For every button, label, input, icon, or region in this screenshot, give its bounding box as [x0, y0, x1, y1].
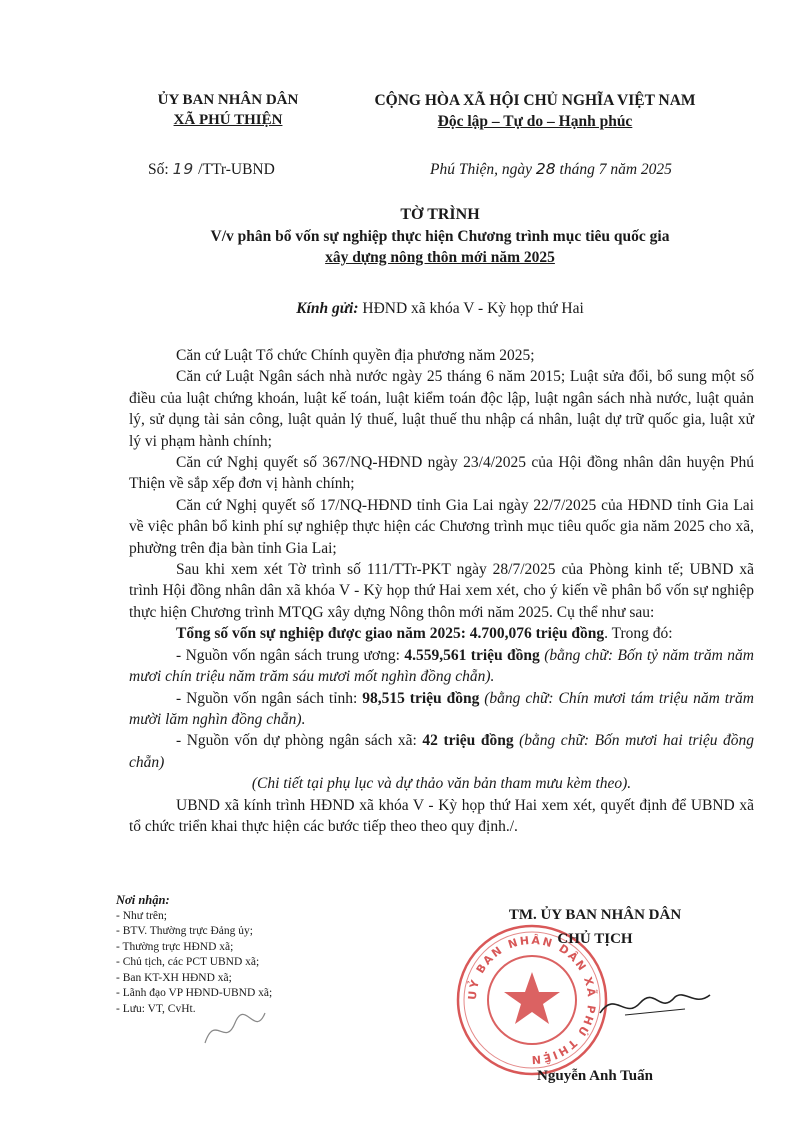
number-prefix: Số: — [148, 161, 169, 178]
subject-line2: xây dựng nông thôn mới năm 2025 — [325, 249, 555, 266]
subject-line1: V/v phân bổ vốn sự nghiệp thực hiện Chương trình mục tiêu quốc gia — [210, 228, 670, 245]
source-commune-label: - Nguồn vốn dự phòng ngân sách xã: — [176, 732, 423, 750]
source-central-words: (bằng chữ: Bốn tỷ năm trăm năm mươi chín triệu năm trăm sáu mươi mốt nghìn đồng chẵn). — [129, 646, 754, 686]
recipient-item: - Ban KT-XH HĐND xã; — [116, 971, 232, 984]
recipient-item: - Thường trực HĐND xã; — [116, 940, 234, 953]
date-year: năm 2025 — [610, 161, 672, 178]
source-central-label: - Nguồn vốn ngân sách trung ương: — [176, 646, 405, 664]
seal-star — [504, 972, 560, 1024]
seal-text: UỶ BAN NHÂN DÂN XÃ PHÚ THIỆN — [465, 933, 599, 1067]
source-commune-amount: 42 triệu đồng — [422, 732, 514, 750]
paragraph-legal-basis-3: Căn cứ Nghị quyết số 367/NQ-HĐND ngày 23/4/2025 của Hội đồng nhân dân huyện Phú Thiện về sắp xếp đơn vị hành chính; — [129, 454, 754, 493]
paragraph-source-province — [129, 688, 754, 731]
handwritten-signature — [595, 985, 715, 1025]
signature-title: TM. ỦY BAN NHÂN DÂN — [508, 907, 682, 923]
signature-role: CHỦ TỊCH — [557, 931, 633, 947]
paragraph-legal-basis-4: Căn cứ Nghị quyết số 17/NQ-HĐND tỉnh Gia Lai ngày 22/7/2025 của HĐND tỉnh Gia Lai về việc phân bổ kinh phí sự nghiệp thực hiện các Chương trình mục tiêu quốc gia năm 2025 cho xã, phường trên địa bàn tỉnh Gia Lai; — [129, 496, 754, 557]
recipient-name: HĐND xã khóa V - Kỳ họp thứ Hai — [362, 300, 584, 317]
document-number — [148, 160, 275, 179]
document-subject — [120, 226, 760, 268]
document-date — [430, 160, 740, 179]
signer-name: Nguyễn Anh Tuấn — [537, 1068, 653, 1084]
total-amount: Tổng số vốn sự nghiệp được giao năm 2025: 4.700,076 triệu đồng — [176, 625, 605, 643]
source-commune-words: (bằng chữ: Bốn mươi hai triệu đồng chẵn) — [129, 732, 755, 771]
recipient-item: - BTV. Thường trực Đảng ủy; — [116, 925, 253, 937]
paragraph-legal-basis-1: Căn cứ Luật Tổ chức Chính quyền địa phương năm 2025; — [176, 347, 535, 364]
source-province-amount: 98,515 triệu đồng — [362, 689, 480, 707]
number-suffix: /TTr-UBND — [198, 161, 275, 178]
recipient-line — [120, 300, 760, 318]
paragraph-review: Sau khi xem xét Tờ trình số 111/TTr-PKT ngày 28/7/2025 của Phòng kinh tế; UBND xã trình Hội đồng nhân dân xã khóa V - Kỳ họp thứ Hai xem xét, cho ý kiến về phân bổ vốn sự nghiệp thực hiện Chương trình MTQG xây dựng Nông thôn mới năm 2025. Cụ thể như sau: — [129, 561, 754, 621]
recipients-list — [116, 893, 376, 1017]
total-tail: . Trong đó: — [604, 625, 673, 643]
paragraph-source-commune — [129, 730, 754, 773]
date-month-label: tháng — [559, 161, 595, 178]
document-body — [129, 345, 754, 837]
date-place: Phú Thiện, ngày — [430, 161, 533, 178]
org-line1: ỦY BAN NHÂN DÂN — [157, 92, 299, 108]
paragraph-closing: UBND xã kính trình HĐND xã khóa V - Kỳ họp thứ Hai xem xét, quyết định để UBND xã tổ chức triển khai thực hiện các bước tiếp theo theo quy định./. — [129, 796, 754, 835]
recipient-item: - Lãnh đạo VP HĐND-UBND xã; — [116, 987, 273, 999]
recipient-item: - Chủ tịch, các PCT UBND xã; — [116, 956, 260, 968]
national-motto — [335, 90, 735, 132]
source-central-amount: 4.559,561 triệu đồng — [404, 646, 540, 664]
detail-note: (Chi tiết tại phụ lục và dự thảo văn bản tham mưu kèm theo). — [251, 775, 632, 793]
date-day: 28 — [535, 160, 556, 178]
issuing-organization — [118, 90, 338, 130]
initial-scribble — [200, 1003, 270, 1053]
paragraph-source-central — [129, 645, 754, 688]
signature-block — [470, 903, 720, 951]
nation-line2: Độc lập – Tự do – Hạnh phúc — [437, 113, 633, 130]
nation-line1: CỘNG HÒA XÃ HỘI CHỦ NGHĨA VIỆT NAM — [374, 92, 696, 109]
recipient-item: - Như trên; — [116, 909, 167, 922]
org-line2: XÃ PHÚ THIỆN — [173, 112, 283, 128]
number-value: 19 — [172, 160, 195, 178]
recipients-heading: Nơi nhận: — [116, 893, 170, 907]
source-province-words: (bằng chữ: Chín mươi tám triệu năm trăm mười lăm nghìn đồng chẵn). — [129, 689, 755, 728]
recipient-item: - Lưu: VT, CvHt. — [116, 1002, 196, 1015]
source-province-label: - Nguồn vốn ngân sách tỉnh: — [176, 689, 363, 707]
date-month: 7 — [598, 161, 607, 178]
document-title: TỜ TRÌNH — [400, 206, 480, 223]
paragraph-total — [129, 623, 754, 644]
recipient-label: Kính gửi: — [296, 300, 359, 317]
paragraph-legal-basis-2: Căn cứ Luật Ngân sách nhà nước ngày 25 tháng 6 năm 2015; Luật sửa đổi, bổ sung một số điều của luật chứng khoán, luật kế toán, luật kiểm toán độc lập, luật ngân sách nhà nước, luật quản lý, sử dụng tài sản công, luật quản lý thuế, luật thuế thu nhập cá nhân, luật dự trữ quốc gia, luật xử lý vi phạm hành chính; — [129, 368, 754, 450]
